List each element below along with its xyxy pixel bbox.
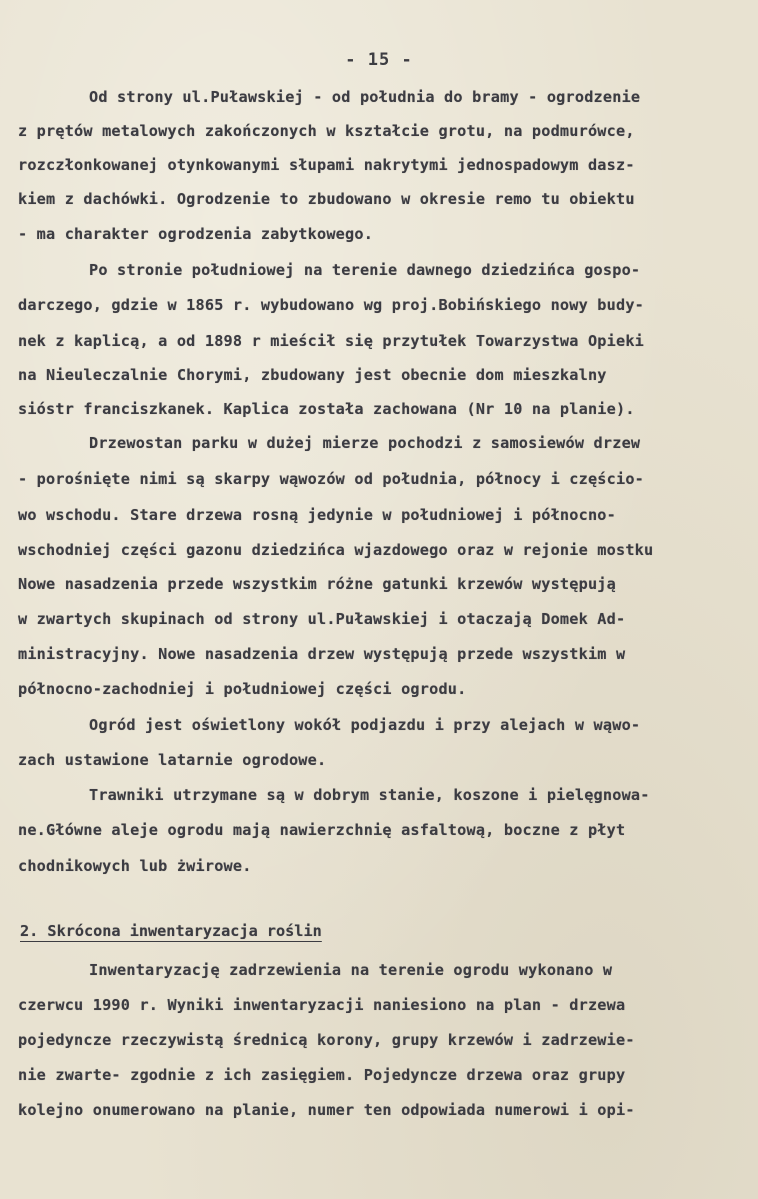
paragraph-line: Nowe nasadzenia przede wszystkim różne gatunki krzewów występują	[18, 575, 616, 593]
paragraph-line: ne.Główne aleje ogrodu mają nawierzchnię asfaltową, boczne z płyt	[18, 821, 626, 839]
section-line: kolejno onumerowano na planie, numer ten odpowiada numerowi i opi-	[18, 1101, 635, 1119]
paragraph-line: rozczłonkowanej otynkowanymi słupami nakrytymi jednospadowym dasz-	[18, 156, 635, 174]
paragraph-line: Po stronie południowej na terenie dawnego dziedzińca gospo-	[89, 261, 641, 279]
paragraph-line: Ogród jest oświetlony wokół podjazdu i przy alejach w wąwo-	[89, 716, 641, 734]
section-line: pojedyncze rzeczywistą średnicą korony, grupy krzewów i zadrzewie-	[18, 1031, 635, 1049]
paragraph-line: - ma charakter ogrodzenia zabytkowego.	[18, 225, 374, 243]
paragraph-line: północno-zachodniej i południowej części ogrodu.	[18, 680, 467, 698]
paragraph-line: Drzewostan parku w dużej mierze pochodzi z samosiewów drzew	[89, 434, 641, 452]
paragraph-line: ministracyjny. Nowe nasadzenia drzew występują przede wszystkim w	[18, 645, 626, 663]
section-line: Inwentaryzację zadrzewienia na terenie ogrodu wykonano w	[89, 961, 613, 979]
paragraph-line: na Nieuleczalnie Chorymi, zbudowany jest obecnie dom mieszkalny	[18, 366, 607, 384]
section-line: czerwcu 1990 r. Wyniki inwentaryzacji naniesiono na plan - drzewa	[18, 996, 626, 1014]
paragraph-line: Trawniki utrzymane są w dobrym stanie, koszone i pielęgnowa-	[89, 786, 650, 804]
paragraph-line: chodnikowych lub żwirowe.	[18, 857, 252, 875]
section-line: nie zwarte- zgodnie z ich zasięgiem. Pojedyncze drzewa oraz grupy	[18, 1066, 626, 1084]
section-heading: 2. Skrócona inwentaryzacja roślin	[20, 922, 322, 940]
paragraph-line: w zwartych skupinach od strony ul.Puławskiej i otaczają Domek Ad-	[18, 610, 626, 628]
paragraph-line: sióstr franciszkanek. Kaplica została zachowana (Nr 10 na planie).	[18, 400, 635, 418]
page-number: - 15 -	[345, 50, 413, 70]
paragraph-line: nek z kaplicą, a od 1898 r mieścił się przytułek Towarzystwa Opieki	[18, 332, 645, 350]
paragraph-line: - porośnięte nimi są skarpy wąwozów od południa, północy i częścio-	[18, 470, 645, 488]
paragraph-line: darczego, gdzie w 1865 r. wybudowano wg proj.Bobińskiego nowy budy-	[18, 296, 645, 314]
paragraph-line: wo wschodu. Stare drzewa rosną jedynie w południowej i północno-	[18, 506, 616, 524]
paragraph-line: kiem z dachówki. Ogrodzenie to zbudowano w okresie remo tu obiektu	[18, 190, 635, 208]
paragraph-line: zach ustawione latarnie ogrodowe.	[18, 751, 327, 769]
paragraph-line: z prętów metalowych zakończonych w kształcie grotu, na podmurówce,	[18, 122, 635, 140]
paragraph-line: wschodniej części gazonu dziedzińca wjazdowego oraz w rejonie mostku	[18, 541, 654, 559]
paragraph-line: Od strony ul.Puławskiej - od południa do bramy - ogrodzenie	[89, 88, 641, 106]
